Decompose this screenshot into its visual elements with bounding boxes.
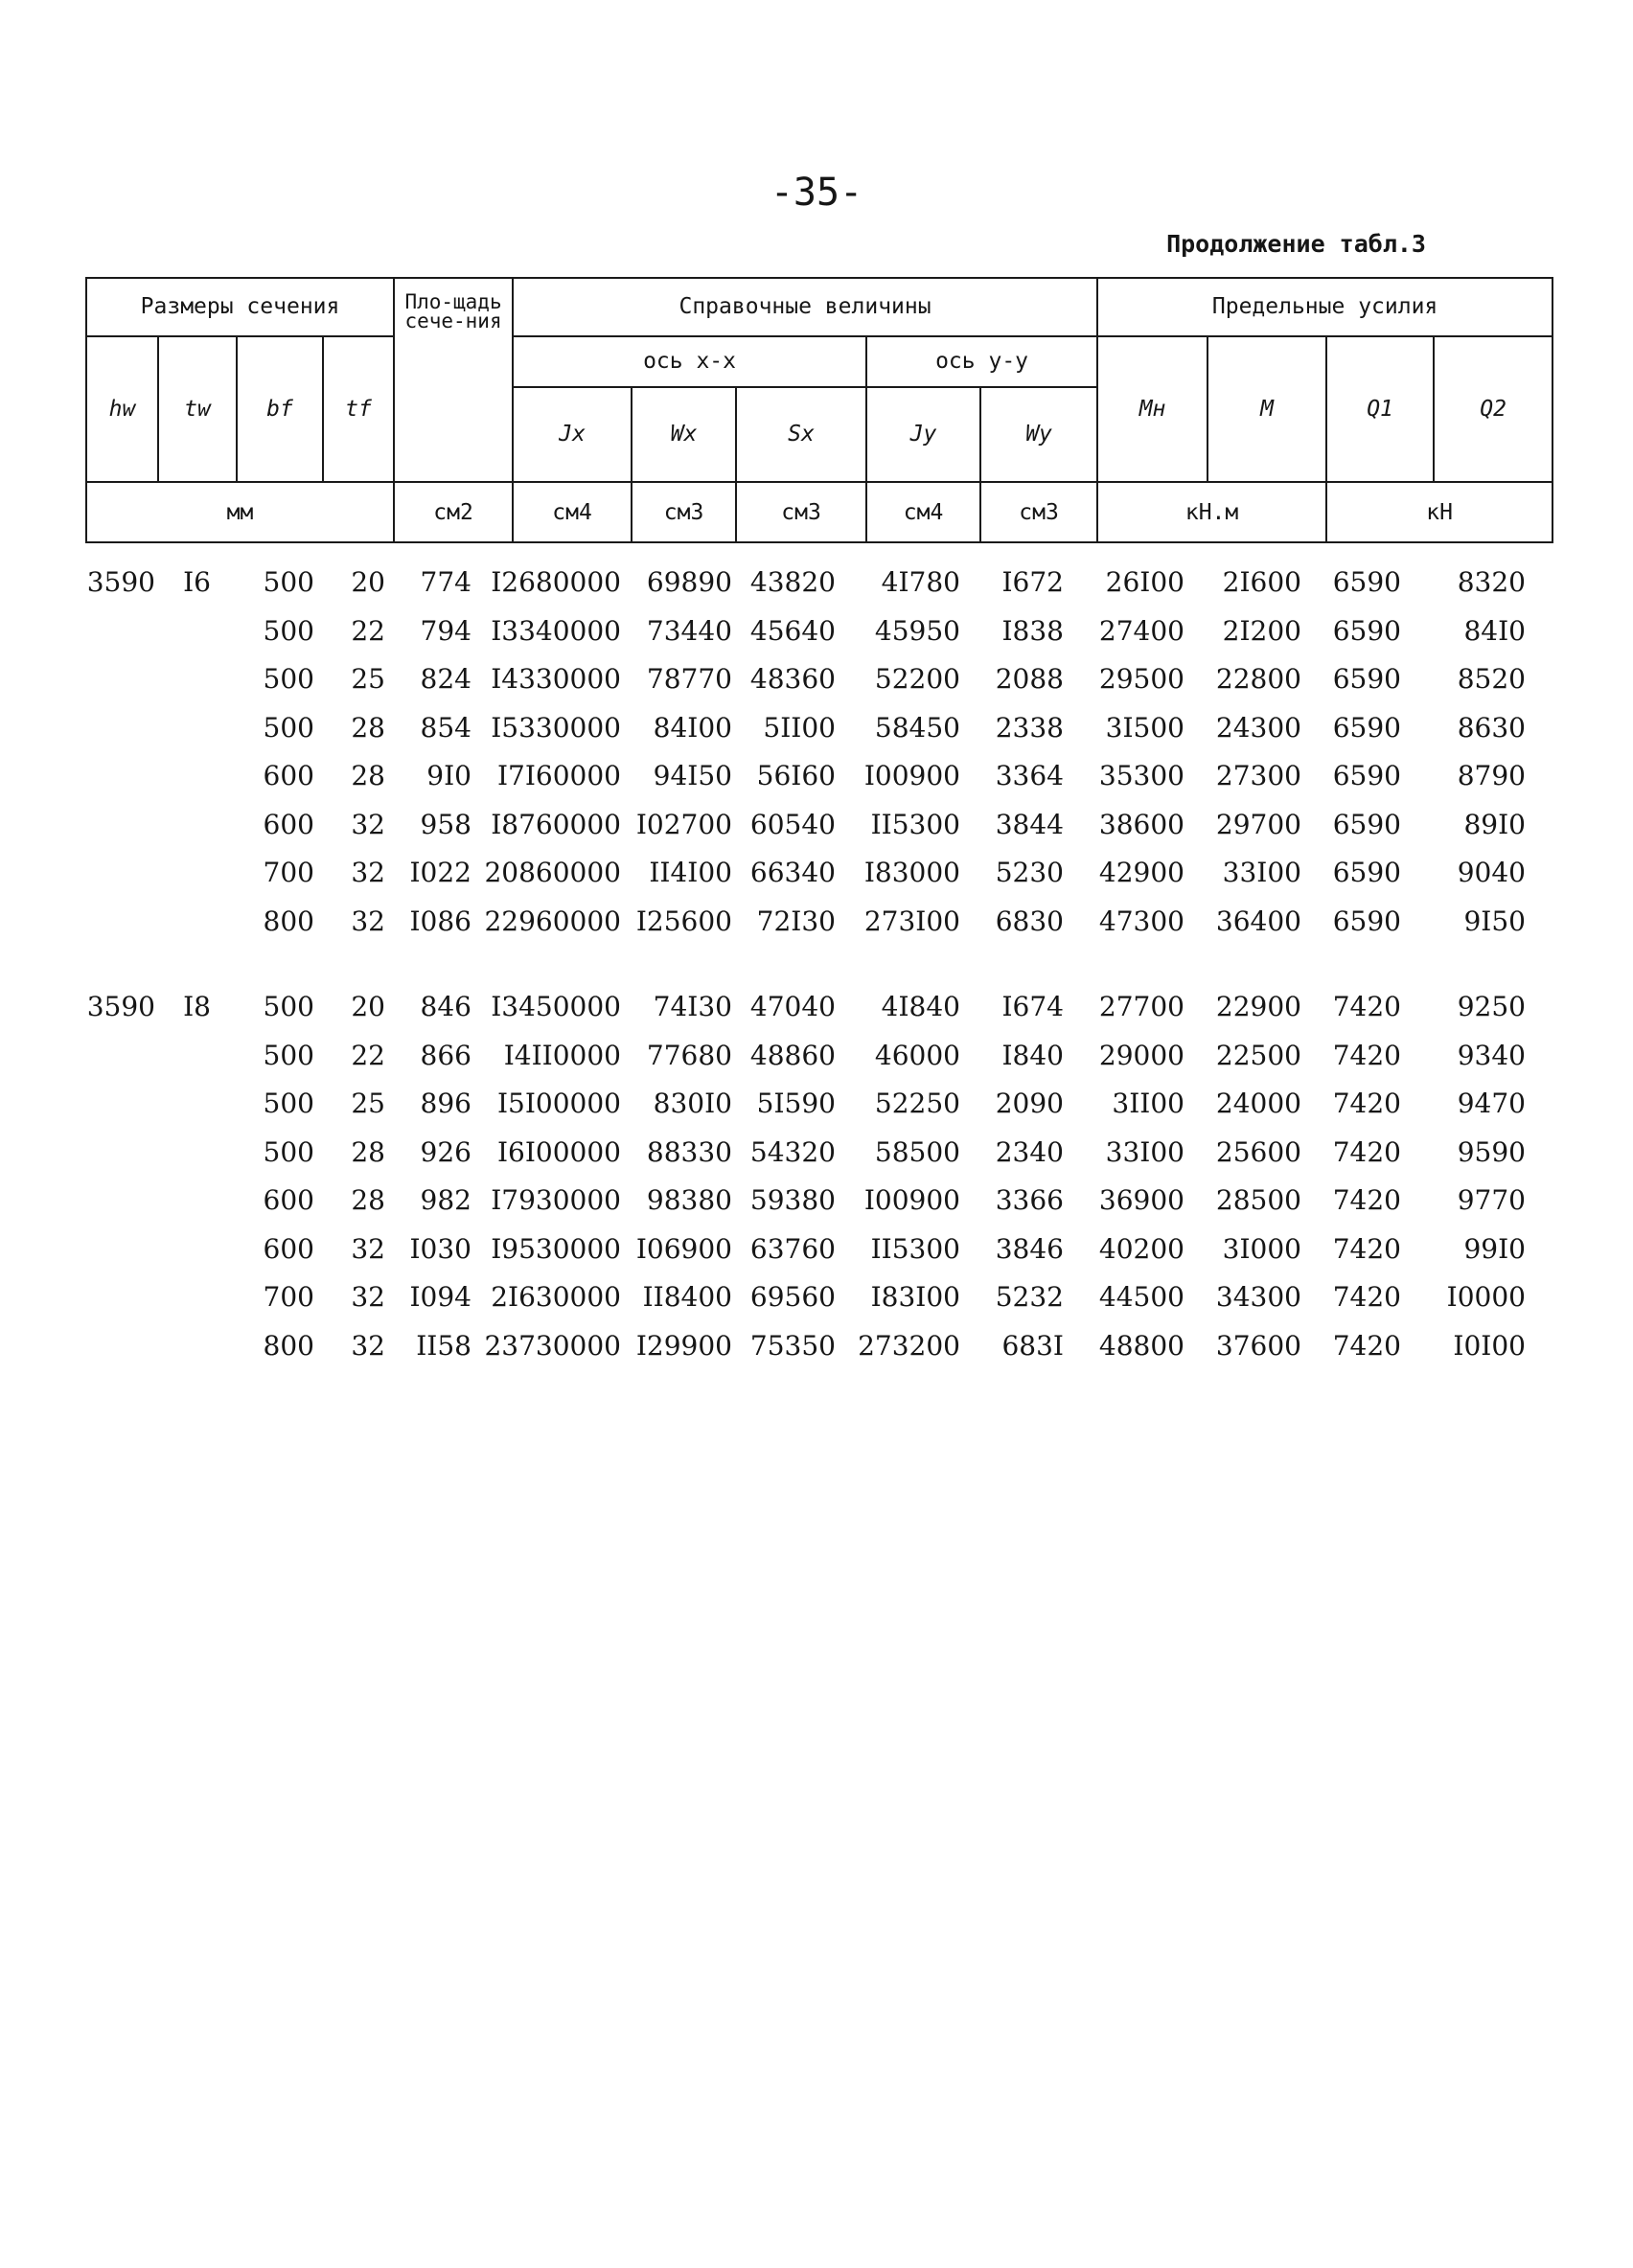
cell-wx: I25600: [635, 905, 732, 937]
cell-bf: 700: [263, 1281, 314, 1313]
cell-jy: I00900: [863, 760, 960, 791]
cell-area: I030: [409, 1232, 472, 1265]
cell-area: 866: [420, 1039, 472, 1071]
cell-wx: I29900: [635, 1329, 732, 1362]
cell-mn: 26I00: [1105, 566, 1184, 598]
cell-bf: 800: [263, 1329, 314, 1362]
header-unit-cm4-y: см4: [866, 482, 980, 542]
cell-m: 22800: [1215, 663, 1301, 695]
cell-hw: 3590: [86, 991, 155, 1022]
cell-jx: 2I630000: [491, 1281, 621, 1313]
cell-q1: 6590: [1332, 905, 1401, 937]
cell-q2: 9I50: [1463, 905, 1526, 937]
cell-jx: I8760000: [491, 808, 621, 840]
cell-q2: 8630: [1457, 711, 1526, 744]
cell-area: 794: [420, 614, 472, 647]
cell-bf: 600: [263, 1184, 314, 1216]
cell-q1: 7420: [1332, 1281, 1401, 1313]
cell-q2: 9770: [1457, 1184, 1526, 1216]
cell-bf: 500: [263, 566, 314, 598]
header-limit-forces: Предельные усилия: [1097, 278, 1552, 336]
cell-wx: II4I00: [649, 857, 732, 888]
table-row: [0, 991, 1633, 1029]
cell-jy: 52250: [874, 1088, 960, 1119]
cell-tf: 32: [351, 905, 385, 937]
cell-sx: 56I60: [756, 760, 836, 791]
cell-mn: 29500: [1098, 663, 1184, 695]
header-wy: Wy: [980, 387, 1097, 482]
cell-q1: 7420: [1332, 1329, 1401, 1362]
cell-tf: 20: [351, 991, 385, 1022]
header-unit-mm: мм: [86, 482, 394, 542]
cell-wy: 2340: [995, 1135, 1064, 1168]
cell-tf: 32: [351, 1232, 385, 1265]
cell-q1: 6590: [1332, 566, 1401, 598]
cell-m: 22900: [1215, 991, 1301, 1022]
table-row: [0, 1184, 1633, 1223]
cell-wy: 5232: [995, 1281, 1064, 1313]
cell-jy: 58450: [874, 711, 960, 744]
cell-sx: 60540: [749, 808, 836, 840]
cell-mn: 3I500: [1105, 711, 1184, 744]
table-row: [0, 1330, 1633, 1368]
cell-q2: I0000: [1446, 1281, 1526, 1313]
cell-area: 926: [420, 1135, 472, 1168]
cell-jy: II5300: [870, 1232, 960, 1265]
cell-area: 9I0: [426, 760, 472, 791]
cell-tw: I6: [183, 566, 211, 598]
cell-jy: 273200: [858, 1329, 960, 1362]
cell-area: I086: [409, 905, 472, 937]
cell-m: 34300: [1215, 1281, 1301, 1313]
cell-tf: 20: [351, 566, 385, 598]
cell-jx: I9530000: [491, 1232, 621, 1265]
cell-sx: 48360: [749, 663, 836, 695]
cell-jy: 4I840: [881, 991, 960, 1022]
cell-sx: 54320: [749, 1135, 836, 1168]
cell-bf: 700: [263, 857, 314, 888]
cell-area: 854: [420, 711, 472, 744]
cell-q2: 9470: [1457, 1088, 1526, 1119]
cell-bf: 500: [263, 663, 314, 695]
cell-jy: 273I00: [863, 905, 960, 937]
cell-bf: 500: [263, 1088, 314, 1119]
page-number: -35-: [770, 171, 863, 215]
cell-wx: 77680: [646, 1039, 732, 1071]
cell-q2: 9250: [1457, 991, 1526, 1022]
cell-wx: 94I50: [653, 760, 732, 791]
table-row: [0, 809, 1633, 847]
cell-area: II58: [416, 1329, 472, 1362]
cell-tf: 28: [351, 1184, 385, 1216]
cell-mn: 35300: [1098, 760, 1184, 791]
cell-area: 896: [420, 1088, 472, 1119]
cell-sx: 43820: [749, 566, 836, 598]
cell-sx: 48860: [749, 1039, 836, 1071]
cell-m: 25600: [1215, 1135, 1301, 1168]
cell-tf: 22: [351, 614, 385, 647]
cell-q2: 99I0: [1463, 1232, 1526, 1265]
cell-tw: I8: [183, 991, 211, 1022]
cell-tf: 32: [351, 857, 385, 888]
cell-q1: 7420: [1332, 1232, 1401, 1265]
cell-jy: II5300: [870, 808, 960, 840]
table-row: [0, 857, 1633, 895]
header-axis-y: ось y-y: [866, 336, 1097, 387]
cell-mn: 3II00: [1112, 1088, 1184, 1119]
cell-tf: 32: [351, 1329, 385, 1362]
header-unit-cm4-x: см4: [513, 482, 632, 542]
cell-m: 24300: [1215, 711, 1301, 744]
cell-sx: 47040: [749, 991, 836, 1022]
cell-jx: 20860000: [484, 857, 621, 888]
table-row: [0, 1136, 1633, 1175]
cell-m: 22500: [1215, 1039, 1301, 1071]
cell-wy: 2338: [995, 711, 1064, 744]
cell-jy: I00900: [863, 1184, 960, 1216]
header-tf: tf: [323, 336, 394, 482]
cell-bf: 500: [263, 614, 314, 647]
cell-q2: 9040: [1457, 857, 1526, 888]
table-row: [0, 1281, 1633, 1319]
cell-sx: 69560: [749, 1281, 836, 1313]
cell-m: 24000: [1215, 1088, 1301, 1119]
cell-bf: 500: [263, 1135, 314, 1168]
cell-mn: 38600: [1098, 808, 1184, 840]
cell-wx: I02700: [635, 808, 732, 840]
header-tw: tw: [158, 336, 237, 482]
cell-wy: I838: [1001, 614, 1064, 647]
cell-q1: 6590: [1332, 614, 1401, 647]
cell-wx: 84I00: [653, 711, 732, 744]
header-reference-values: Справочные величины: [513, 278, 1097, 336]
cell-q1: 6590: [1332, 711, 1401, 744]
cell-jy: 45950: [874, 614, 960, 647]
cell-wy: 5230: [995, 857, 1064, 888]
cell-q1: 7420: [1332, 1135, 1401, 1168]
header-m: M: [1208, 336, 1326, 482]
cell-m: 36400: [1215, 905, 1301, 937]
cell-bf: 500: [263, 991, 314, 1022]
cell-jx: I2680000: [491, 566, 621, 598]
cell-wy: 3366: [995, 1184, 1064, 1216]
cell-jx: I5I00000: [496, 1088, 621, 1119]
cell-sx: 59380: [749, 1184, 836, 1216]
cell-tf: 28: [351, 760, 385, 791]
header-q2: Q2: [1434, 336, 1552, 482]
cell-jx: 23730000: [484, 1329, 621, 1362]
cell-q2: 84I0: [1463, 614, 1526, 647]
cell-mn: 27400: [1098, 614, 1184, 647]
cell-area: 824: [420, 663, 472, 695]
cell-wy: 3846: [995, 1232, 1064, 1265]
cell-bf: 500: [263, 1039, 314, 1071]
cell-wy: I672: [1001, 566, 1064, 598]
cell-sx: 63760: [749, 1232, 836, 1265]
cell-bf: 600: [263, 808, 314, 840]
cell-jx: 22960000: [484, 905, 621, 937]
cell-wy: I840: [1001, 1039, 1064, 1071]
cell-jy: I83I00: [870, 1281, 960, 1313]
header-unit-cm3-wy: см3: [980, 482, 1097, 542]
header-area: Пло-щадь сече-ния: [394, 278, 513, 482]
cell-mn: 42900: [1098, 857, 1184, 888]
cell-jx: I6I00000: [496, 1135, 621, 1168]
cell-hw: 3590: [86, 566, 155, 598]
cell-sx: 5II00: [763, 711, 836, 744]
header-unit-cm3-sx: см3: [736, 482, 866, 542]
cell-q1: 6590: [1332, 857, 1401, 888]
cell-q1: 6590: [1332, 760, 1401, 791]
table-row: [0, 712, 1633, 750]
header-jy: Jy: [866, 387, 980, 482]
header-q1: Q1: [1326, 336, 1434, 482]
cell-jy: 46000: [874, 1039, 960, 1071]
cell-mn: 40200: [1098, 1232, 1184, 1265]
cell-mn: 29000: [1098, 1039, 1184, 1071]
cell-jx: I7930000: [491, 1184, 621, 1216]
cell-wy: 2088: [995, 663, 1064, 695]
cell-bf: 500: [263, 711, 314, 744]
cell-wy: I674: [1001, 991, 1064, 1022]
cell-q2: 89I0: [1463, 808, 1526, 840]
cell-jx: I5330000: [491, 711, 621, 744]
cell-tf: 28: [351, 1135, 385, 1168]
cell-wx: 98380: [646, 1184, 732, 1216]
cell-tf: 25: [351, 663, 385, 695]
cell-q2: 9590: [1457, 1135, 1526, 1168]
cell-tf: 32: [351, 808, 385, 840]
cell-jy: I83000: [863, 857, 960, 888]
cell-bf: 600: [263, 760, 314, 791]
header-bf: bf: [237, 336, 323, 482]
cell-area: 774: [420, 566, 472, 598]
cell-wx: II8400: [642, 1281, 732, 1313]
table-row: [0, 1088, 1633, 1126]
cell-wy: 683I: [1001, 1329, 1064, 1362]
cell-mn: 36900: [1098, 1184, 1184, 1216]
table-row: [0, 1040, 1633, 1078]
table-row: [0, 905, 1633, 944]
header-section-sizes: Размеры сечения: [86, 278, 394, 336]
cell-sx: 72I30: [756, 905, 836, 937]
cell-jx: I7I60000: [496, 760, 621, 791]
cell-m: 2I600: [1222, 566, 1301, 598]
cell-wx: 74I30: [653, 991, 732, 1022]
table-row: [0, 1233, 1633, 1271]
cell-tf: 25: [351, 1088, 385, 1119]
cell-area: 982: [420, 1184, 472, 1216]
table-row: [0, 566, 1633, 605]
header-axis-x: ось x-x: [513, 336, 866, 387]
cell-mn: 48800: [1098, 1329, 1184, 1362]
cell-m: 28500: [1215, 1184, 1301, 1216]
cell-q2: I0I00: [1453, 1329, 1526, 1362]
table-row: [0, 615, 1633, 653]
cell-area: 958: [420, 808, 472, 840]
cell-q1: 7420: [1332, 1184, 1401, 1216]
cell-mn: 33I00: [1105, 1135, 1184, 1168]
cell-q2: 9340: [1457, 1039, 1526, 1071]
cell-area: I022: [409, 857, 472, 888]
cell-wx: 73440: [646, 614, 732, 647]
cell-jy: 58500: [874, 1135, 960, 1168]
cell-wx: 830I0: [653, 1088, 732, 1119]
cell-m: 29700: [1215, 808, 1301, 840]
cell-q2: 8320: [1457, 566, 1526, 598]
cell-m: 37600: [1215, 1329, 1301, 1362]
cell-wy: 3364: [995, 760, 1064, 791]
cell-wx: I06900: [635, 1232, 732, 1265]
cell-q1: 7420: [1332, 1039, 1401, 1071]
cell-jx: I4II0000: [503, 1039, 621, 1071]
cell-wx: 88330: [646, 1135, 732, 1168]
header-unit-kn: кН: [1326, 482, 1552, 542]
cell-sx: 5I590: [756, 1088, 836, 1119]
cell-wy: 2090: [995, 1088, 1064, 1119]
cell-sx: 45640: [749, 614, 836, 647]
cell-jx: I3340000: [491, 614, 621, 647]
cell-q1: 6590: [1332, 663, 1401, 695]
continuation-label: Продолжение табл.3: [1166, 230, 1426, 258]
cell-m: 27300: [1215, 760, 1301, 791]
header-mn: Mн: [1097, 336, 1208, 482]
header-wx: Wx: [632, 387, 736, 482]
cell-bf: 800: [263, 905, 314, 937]
cell-q2: 8790: [1457, 760, 1526, 791]
cell-area: 846: [420, 991, 472, 1022]
cell-mn: 44500: [1098, 1281, 1184, 1313]
header-unit-cm3-wx: см3: [632, 482, 736, 542]
cell-m: 3I000: [1222, 1232, 1301, 1265]
cell-jy: 4I780: [881, 566, 960, 598]
header-unit-knm: кН.м: [1097, 482, 1326, 542]
cell-q1: 7420: [1332, 1088, 1401, 1119]
cell-m: 2I200: [1222, 614, 1301, 647]
table-row: [0, 760, 1633, 798]
cell-q2: 8520: [1457, 663, 1526, 695]
table-header: [85, 277, 1553, 543]
header-unit-cm2: см2: [394, 482, 513, 542]
cell-wx: 78770: [646, 663, 732, 695]
cell-bf: 600: [263, 1232, 314, 1265]
header-jx: Jx: [513, 387, 632, 482]
cell-jy: 52200: [874, 663, 960, 695]
cell-wy: 6830: [995, 905, 1064, 937]
cell-sx: 75350: [749, 1329, 836, 1362]
cell-q1: 7420: [1332, 991, 1401, 1022]
cell-tf: 32: [351, 1281, 385, 1313]
cell-m: 33I00: [1222, 857, 1301, 888]
cell-tf: 22: [351, 1039, 385, 1071]
cell-jx: I4330000: [491, 663, 621, 695]
cell-mn: 47300: [1098, 905, 1184, 937]
cell-q1: 6590: [1332, 808, 1401, 840]
header-sx: Sx: [736, 387, 866, 482]
cell-wy: 3844: [995, 808, 1064, 840]
cell-tf: 28: [351, 711, 385, 744]
header-hw: hw: [86, 336, 158, 482]
cell-sx: 66340: [749, 857, 836, 888]
table-row: [0, 663, 1633, 701]
cell-jx: I3450000: [491, 991, 621, 1022]
cell-area: I094: [409, 1281, 472, 1313]
cell-mn: 27700: [1098, 991, 1184, 1022]
cell-wx: 69890: [646, 566, 732, 598]
